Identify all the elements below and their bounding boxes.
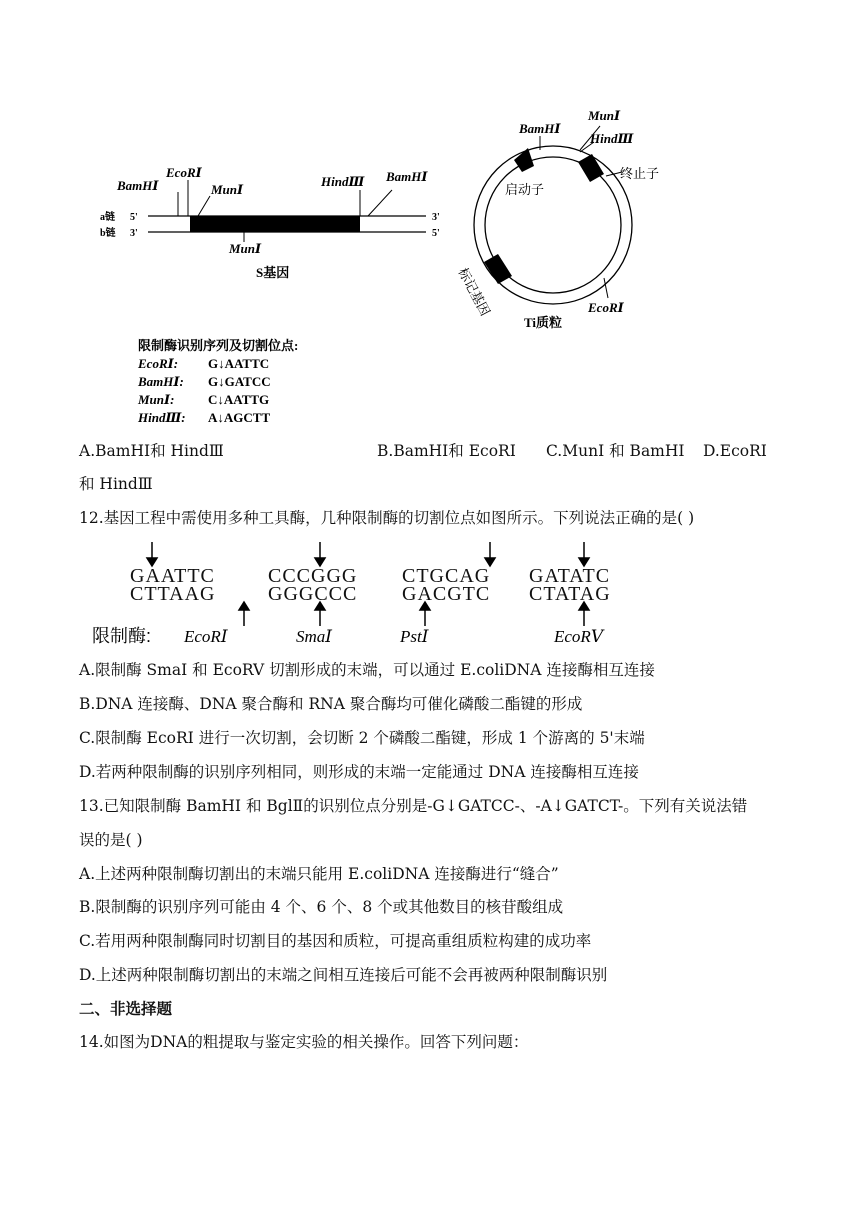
legend-enzyme: EcoRⅠ: — [138, 356, 179, 371]
mun1-bottom-label: MunⅠ — [229, 241, 262, 256]
mun1-top-label: MunⅠ — [211, 182, 244, 197]
ti-plasmid-diagram — [455, 108, 659, 330]
figure-gene-plasmid — [0, 0, 860, 430]
q13-option-a: A.上述两种限制酶切割出的末端只能用 E.coliDNA 连接酶进行“缝合” — [79, 865, 559, 883]
q12-option-d: D.若两种限制酶的识别序列相同，则形成的末端一定能通过 DNA 连接酶相互连接 — [79, 763, 639, 781]
q13-option-d: D.上述两种限制酶切割出的末端之间相互连接后可能不会再被两种限制酶识别 — [79, 966, 608, 984]
marker-gene-label: 标记基因 — [455, 265, 494, 319]
legend-sequence: G↓GATCC — [208, 374, 271, 389]
plasmid-ecor1-label: EcoRⅠ — [588, 300, 624, 315]
ecor1-name: EcoRⅠ — [184, 627, 228, 646]
ecor5-top-seq: GATATC — [529, 565, 611, 587]
legend-sequence: A↓AGCTT — [208, 410, 271, 425]
terminator-label: 终止子 — [620, 166, 660, 181]
ecor5-name: EcoRⅤ — [554, 627, 604, 646]
q12-option-b: B.DNA 连接酶、DNA 聚合酶和 RNA 聚合酶均可催化磷酸二酯键的形成 — [79, 695, 583, 713]
bamh1-left-label: BamHⅠ — [117, 178, 159, 193]
q11-option-b: B.BamHⅠ和 EcoRⅠ — [377, 442, 516, 460]
legend-sequence: C↓AATTG — [208, 392, 270, 407]
ecor5-bottom-seq: CTATAG — [529, 583, 611, 605]
plasmid-bamh1-label: BamHⅠ — [519, 121, 561, 136]
legend-enzyme: HindⅢ: — [138, 410, 186, 425]
q14-stem: 14.如图为DNA的粗提取与鉴定实验的相关操作。回答下列问题： — [79, 1033, 529, 1051]
b-chain-3prime: 3' — [130, 228, 138, 239]
plasmid-mun1-label: MunⅠ — [588, 108, 621, 123]
q12-stem: 12.基因工程中需使用多种工具酶，几种限制酶的切割位点如图所示。下列说法正确的是( ) — [79, 509, 695, 527]
q11-option-a: A.BamHⅠ和 HindⅢ — [79, 442, 224, 460]
ecor1-label: EcoRⅠ — [166, 165, 202, 180]
q11-option-d: D.EcoRⅠ — [703, 442, 767, 460]
b-chain-5prime: 5' — [432, 228, 440, 239]
legend-enzyme: MunⅠ: — [138, 392, 175, 407]
q13-stem-line1: 13.已知限制酶 BamHI 和 BglⅡ的识别位点分别是-G↓GATCC-、-A↓GATCT-。下列有关说法错 — [79, 797, 748, 815]
sma1-bottom-seq: GGGCCC — [268, 583, 358, 605]
promoter-label: 启动子 — [505, 182, 545, 197]
sma1-name: SmaⅠ — [296, 627, 332, 646]
ecor1-bottom-seq: CTTAAG — [130, 583, 216, 605]
s-gene-block — [190, 216, 360, 232]
q11-option-d-continued: 和 HindⅢ — [79, 475, 153, 493]
terminator-block — [578, 154, 604, 182]
marker-gene-block — [484, 254, 512, 284]
pst1-bottom-seq: GACGTC — [402, 583, 491, 605]
legend-sequence: G↓AATTC — [208, 356, 270, 371]
a-chain-3prime: 3' — [432, 212, 440, 223]
q13-option-b: B.限制酶的识别序列可能由 4 个、6 个、8 个或其他数目的核苷酸组成 — [79, 898, 564, 916]
pst1-name: PstⅠ — [400, 627, 429, 646]
section-heading: 二、非选择题 — [79, 999, 173, 1018]
ti-plasmid-caption: Ti质粒 — [524, 315, 563, 330]
ecor1-top-seq: GAATTC — [130, 565, 215, 587]
legend-enzyme: BamHⅠ: — [138, 374, 184, 389]
q11-option-c: C.MunI 和 BamHⅠ — [546, 442, 685, 460]
bamh1-right-label: BamHⅠ — [386, 169, 428, 184]
b-chain-label: b链 — [100, 228, 116, 239]
s-gene-diagram — [100, 165, 440, 280]
pst1-top-seq: CTGCAG — [402, 565, 491, 587]
promoter-arrow-icon — [514, 148, 534, 172]
enzyme-legend — [137, 338, 298, 425]
q12-option-a: A.限制酶 SmaI 和 EcoRV 切割形成的末端，可以通过 E.coliDNA 连接酶相互连接 — [79, 661, 655, 679]
legend-title: 限制酶识别序列及切割位点: — [138, 338, 299, 353]
q12-option-c: C.限制酶 EcoRI 进行一次切割，会切断 2 个磷酸二酯键，形成 1 个游离的 5'末端 — [79, 729, 645, 747]
q13-stem-line2: 误的是( ) — [79, 831, 143, 849]
a-chain-label: a链 — [100, 212, 115, 223]
figure-restriction-sites — [0, 538, 860, 658]
a-chain-5prime: 5' — [130, 212, 138, 223]
restriction-enzyme-label: 限制酶: — [92, 626, 152, 646]
sma1-top-seq: CCCGGG — [268, 565, 358, 587]
plasmid-hind3-label: HindⅢ — [590, 131, 634, 146]
s-gene-caption: S基因 — [256, 265, 290, 280]
q13-option-c: C.若用两种限制酶同时切割目的基因和质粒，可提高重组质粒构建的成功率 — [79, 932, 592, 950]
hind3-label: HindⅢ — [321, 174, 365, 189]
